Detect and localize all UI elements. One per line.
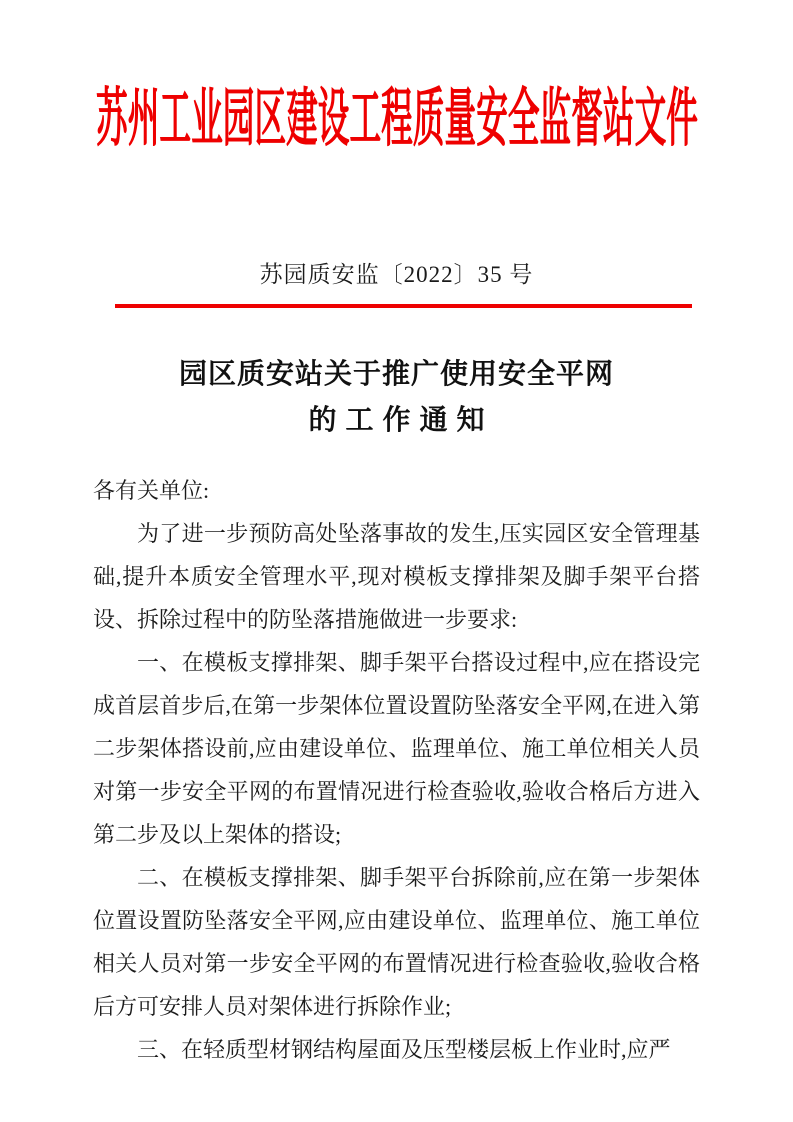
paragraph-item-1: 一、在模板支撑排架、脚手架平台搭设过程中,应在搭设完成首层首步后,在第一步架体位置设置防坠落安全平网,在进入第二步架体搭设前,应由建设单位、监理单位、施工单位相关人员对第一步安全平网的布置情况进行检查验收,验收合格后方进入第二步及以上架体的搭设; <box>93 650 700 847</box>
reference-number: 苏园质安监〔2022〕35 号 <box>259 262 534 287</box>
agency-title: 苏州工业园区建设工程质量安全监督站文件 <box>95 84 698 154</box>
document-letterhead <box>0 84 793 154</box>
document-title-line1: 园区质安站关于推广使用安全平网 <box>178 359 614 390</box>
salutation: 各有关单位: <box>93 478 210 503</box>
document-title <box>0 352 793 444</box>
paragraph-item-2: 二、在模板支撑排架、脚手架平台拆除前,应在第一步架体位置设置防坠落安全平网,应由建设单位、监理单位、施工单位相关人员对第一步安全平网的布置情况进行检查验收,验收合格后方可安排人员对架体进行拆除作业; <box>93 865 700 1019</box>
document-title-line2: 的工作通知 <box>308 405 494 436</box>
paragraph-item-3-truncated: 三、在轻质型材钢结构屋面及压型楼层板上作业时,应严 <box>137 1037 671 1062</box>
document-body <box>93 469 700 1071</box>
paragraph-intro: 为了进一步预防高处坠落事故的发生,压实园区安全管理基础,提升本质安全管理水平,现对模板支撑排架及脚手架平台搭设、拆除过程中的防坠落措施做进一步要求: <box>93 521 700 632</box>
red-divider-line <box>115 304 692 308</box>
